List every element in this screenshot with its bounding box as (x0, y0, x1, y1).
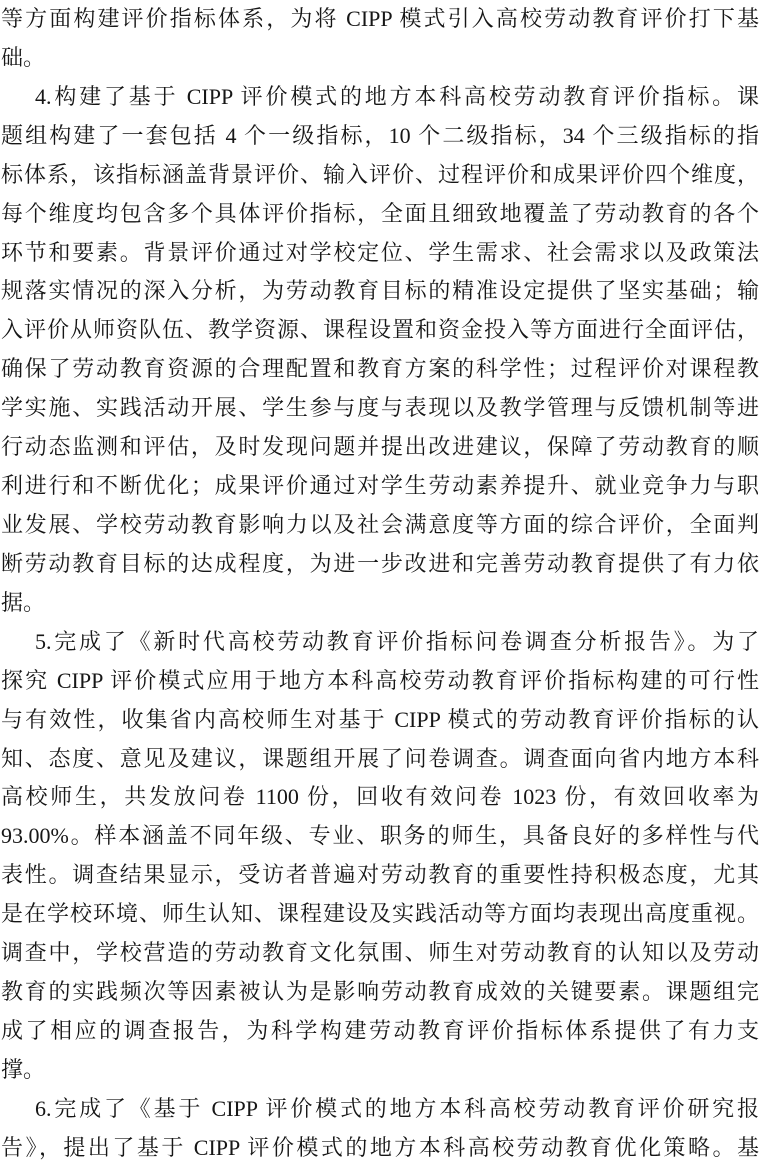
text-line: 探究 CIPP 评价模式应用于地方本科高校劳动教育评价指标构建的可行性 (1, 667, 759, 693)
text-line: 每个维度均包含多个具体评价指标，全面且细致地覆盖了劳动教育的各个 (1, 200, 759, 226)
text-line: 表性。调查结果显示，受访者普遍对劳动教育的重要性持积极态度，尤其 (1, 862, 759, 888)
text-line: 教育的实践频次等因素被认为是影响劳动教育成效的关键要素。课题组完 (1, 979, 759, 1005)
text-line: 是在学校环境、师生认知、课程建设及实践活动等方面均表现出高度重视。 (1, 901, 759, 927)
text-line: 础。 (1, 44, 46, 70)
text-line-paragraph-5-start: 5.完成了《新时代高校劳动教育评价指标问卷调查分析报告》。为了 (35, 628, 759, 654)
text-line: 与有效性，收集省内高校师生对基于 CIPP 模式的劳动教育评价指标的认 (1, 706, 759, 732)
text-line: 93.00%。样本涵盖不同年级、专业、职务的师生，具备良好的多样性与代 (1, 823, 759, 849)
text-line: 据。 (1, 589, 46, 615)
text-line: 行动态监测和评估，及时发现问题并提出改进建议，保障了劳动教育的顺 (1, 434, 759, 460)
text-line-paragraph-6-start: 6.完成了《基于 CIPP 评价模式的地方本科高校劳动教育评价研究报 (35, 1095, 759, 1121)
text-line: 业发展、学校劳动教育影响力以及社会满意度等方面的综合评价，全面判 (1, 511, 759, 537)
text-line: 高校师生，共发放问卷 1100 份，回收有效问卷 1023 份，有效回收率为 (1, 784, 759, 810)
text-line: 环节和要素。背景评价通过对学校定位、学生需求、社会需求以及政策法 (1, 239, 759, 265)
text-line: 题组构建了一套包括 4 个一级指标，10 个二级指标，34 个三级指标的指 (1, 122, 759, 148)
text-line: 断劳动教育目标的达成程度，为进一步改进和完善劳动教育提供了有力依 (1, 550, 759, 576)
text-line: 标体系，该指标涵盖背景评价、输入评价、过程评价和成果评价四个维度， (1, 161, 759, 187)
text-line: 撑。 (1, 1056, 46, 1082)
text-line: 规落实情况的深入分析，为劳动教育目标的精准设定提供了坚实基础；输 (1, 278, 759, 304)
text-line: 学实施、实践活动开展、学生参与度与表现以及教学管理与反馈机制等进 (1, 395, 759, 421)
text-line: 告》，提出了基于 CIPP 评价模式的地方本科高校劳动教育优化策略。基 (1, 1134, 759, 1160)
text-line: 等方面构建评价指标体系，为将 CIPP 模式引入高校劳动教育评价打下基 (1, 6, 759, 31)
text-line: 调查中，学校营造的劳动教育文化氛围、师生对劳动教育的认知以及劳动 (1, 940, 759, 966)
text-line: 确保了劳动教育资源的合理配置和教育方案的科学性；过程评价对课程教 (1, 356, 759, 382)
text-line: 知、态度、意见及建议，课题组开展了问卷调查。调查面向省内地方本科 (1, 745, 759, 771)
text-line: 成了相应的调查报告，为科学构建劳动教育评价指标体系提供了有力支 (1, 1017, 759, 1043)
text-line: 利进行和不断优化；成果评价通过对学生劳动素养提升、就业竞争力与职 (1, 473, 759, 499)
text-line-paragraph-4-start: 4.构建了基于 CIPP 评价模式的地方本科高校劳动教育评价指标。课 (35, 83, 759, 109)
text-line: 入评价从师资队伍、教学资源、课程设置和资金投入等方面进行全面评估， (1, 317, 759, 343)
